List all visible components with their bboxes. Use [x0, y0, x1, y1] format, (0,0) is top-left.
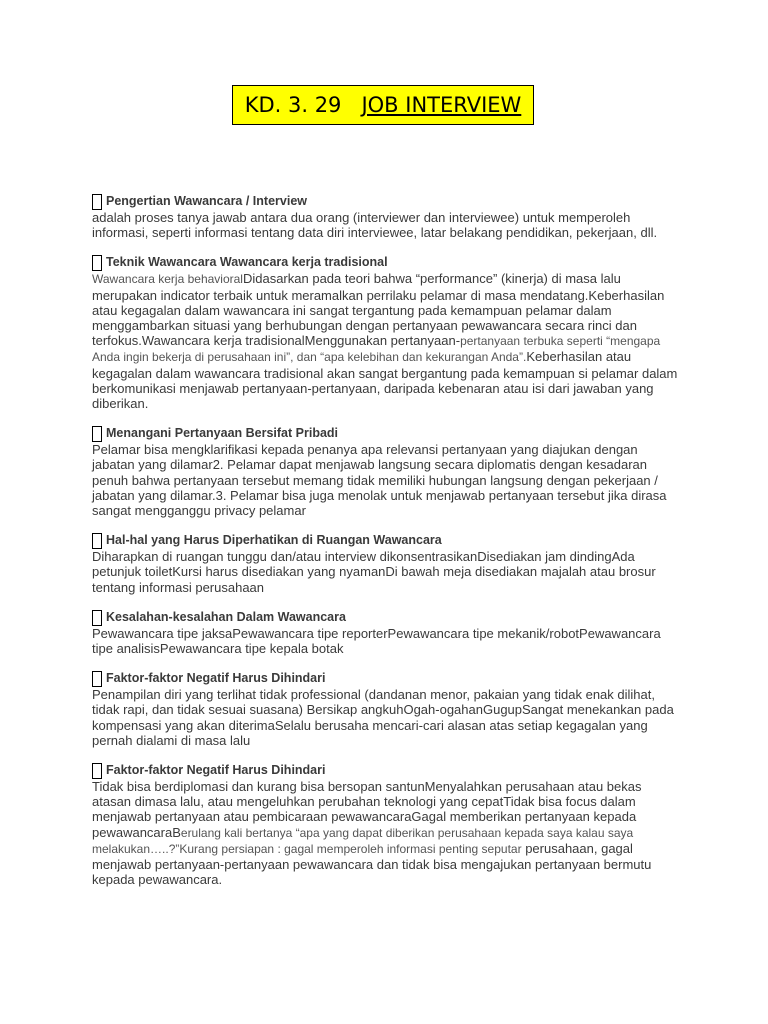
body-fragment: Wawancara kerja behavioral: [92, 272, 243, 287]
section-heading-text: Faktor-faktor Negatif Harus Dihindari: [106, 763, 326, 778]
section-heading: [92, 669, 680, 687]
section-heading-text: Teknik Wawancara Wawancara kerja tradisional: [106, 255, 388, 270]
checkbox-icon: [92, 533, 102, 549]
section-pertanyaan-pribadi: [92, 424, 680, 518]
section-heading: [92, 608, 680, 626]
body-fragment: Tidak bisa berdiplomasi dan kurang bisa bersopan santunMenyalahkan perusahaan atau bekas atasan dimasa lalu, atau mengeluhkan perubahan teknologi yang cepatTidak bisa focus dalam menjawab pertanyaan atau pembicaraan pewawancaraGagal memberikan pertanyaan kepada pewawancaraB: [92, 779, 642, 840]
document-title: [232, 85, 534, 125]
body-fragment: perusahaan, gagal menjawab pertanyaan-pertanyaan pewawancara dan tidak bisa mengajukan pertanyaan bermutu kepada pewawancara.: [92, 840, 652, 888]
checkbox-icon: [92, 610, 102, 626]
section-faktor-negatif-1: [92, 669, 680, 748]
section-heading: [92, 761, 680, 779]
section-heading-text: Kesalahan-kesalahan Dalam Wawancara: [106, 609, 346, 624]
section-body: [92, 271, 680, 411]
section-heading: [92, 531, 680, 549]
section-heading: [92, 253, 680, 271]
section-body: [92, 779, 680, 887]
section-faktor-negatif-2: [92, 761, 680, 887]
section-teknik: [92, 253, 680, 411]
section-heading: [92, 424, 680, 442]
body-fragment: erulang kali bertanya “apa yang dapat diberikan perusahaan kepada saya kalau saya melakukan…..?”Kurang persiapan : gagal memperoleh informasi penting seputar: [92, 825, 634, 856]
title-code: KD. 3. 29: [244, 93, 362, 117]
body-fragment: pertanyaan terbuka seperti “mengapa Anda ingin bekerja di perusahaan ini”, dan “apa kelebihan dan kekurangan Anda”.: [92, 334, 661, 365]
title-topic: JOB INTERVIEW: [361, 93, 522, 117]
section-heading-text: Hal-hal yang Harus Diperhatikan di Ruangan Wawancara: [106, 533, 442, 548]
section-body: Pelamar bisa mengklarifikasi kepada penanya apa relevansi pertanyaan yang diajukan dengan jabatan yang dilamar2. Pelamar dapat menjawab langsung secara diplomatis dengan kesadaran penuh bahwa pertanyaan tersebut memang tidak memiliki hubungan langsung dengan pekerjaan / jabatan yang dilamar.3. Pelamar bisa juga menolak untuk menjawab pertanyaan tersebut jika dirasa sangat mengganggu privacy pelamar: [92, 442, 667, 519]
section-heading-text: Menangani Pertanyaan Bersifat Pribadi: [106, 426, 339, 441]
section-heading-text: Pengertian Wawancara / Interview: [106, 194, 307, 208]
section-heading: [92, 192, 680, 210]
checkbox-icon: [92, 426, 102, 442]
section-body: Pewawancara tipe jaksaPewawancara tipe reporterPewawancara tipe mekanik/robotPewawancara tipe analisisPewawancara tipe kepala botak: [92, 625, 661, 657]
body-fragment: Keberhasilan atau kegagalan dalam wawancara tradisional akan sangat bergantung pada kemampuan si pelamar dalam berkomunikasi menjawab pertanyaan-pertanyaan, daripada kebenaran atau isi dari jawaban yang diberikan.: [92, 349, 678, 412]
checkbox-icon: [92, 763, 102, 779]
body-fragment: Didasarkan pada teori bahwa “performance” (kinerja) di masa lalu merupakan indicator terbaik untuk meramalkan perrilaku pelamar di masa mendatang.Keberhasilan atau kegagalan dalam wawancara ini sangat tergantung pada kemampuan pelamar dalam menggambarkan situasi yang berhubungan dengan pertanyaan pewawancara secara rinci dan terfokus.Wawancara kerja tradisionalMenggunakan pertanyaan-: [92, 271, 665, 349]
document-body: [92, 192, 680, 901]
checkbox-icon: [92, 255, 102, 271]
section-pengertian: [92, 192, 680, 240]
section-kesalahan: [92, 608, 680, 656]
section-body: adalah proses tanya jawab antara dua orang (interviewer dan interviewee) untuk memperoleh informasi, seperti informasi tentang data diri interviewee, latar belakang pendidikan, pekerjaan, dll.: [92, 210, 658, 241]
section-ruangan: [92, 531, 680, 595]
checkbox-icon: [92, 671, 102, 687]
section-body: Diharapkan di ruangan tunggu dan/atau interview dikonsentrasikanDisediakan jam dindingAda petunjuk toiletKursi harus disediakan yang nyamanDi bawah meja disediakan majalah atau brosur tentang informasi perusahaan: [92, 549, 656, 595]
section-heading-text: Faktor-faktor Negatif Harus Dihindari: [106, 671, 326, 686]
checkbox-icon: [92, 194, 102, 210]
section-body: Penampilan diri yang terlihat tidak professional (dandanan menor, pakaian yang tidak enak dilihat, tidak rapi, dan tidak sesuai suasana) Bersikap angkuhOgah-ogahanGugupSangat menekankan pada kompensasi yang akan diterimaSelalu berusaha mencari-cari alasan atas setiap kegagalan yang pernah dialami di masa lalu: [92, 687, 674, 748]
